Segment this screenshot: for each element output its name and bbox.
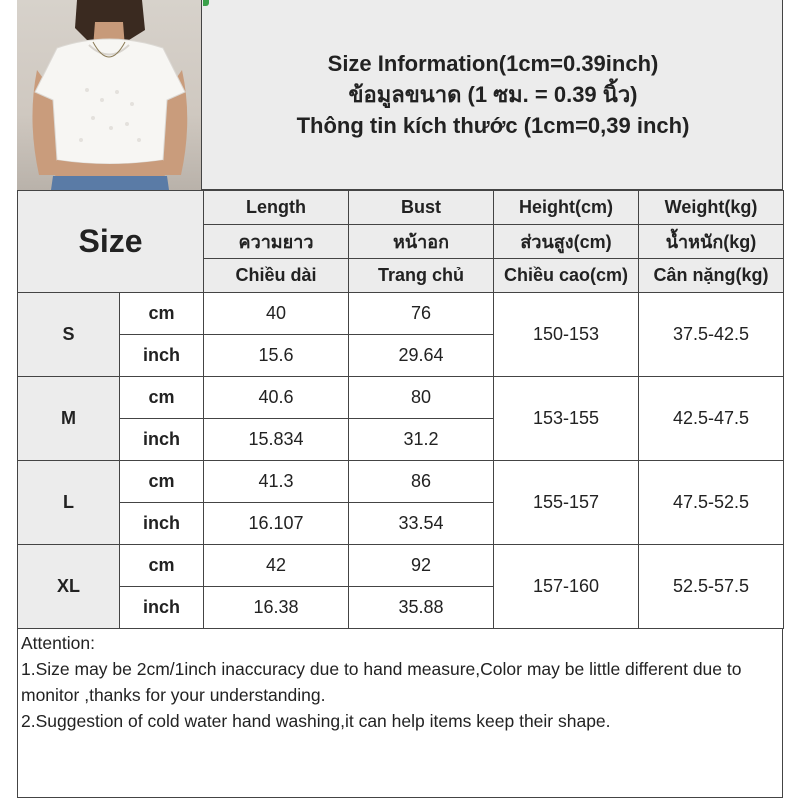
header-title-english: Size Information(1cm=0.39inch)	[327, 51, 659, 76]
bust-cm-m: 80	[349, 377, 494, 419]
length-cm-s: 40	[204, 293, 349, 335]
column-header-bust-en: Bust	[349, 191, 494, 225]
unit-cm: cm	[120, 545, 204, 587]
length-cm-l: 41.3	[204, 461, 349, 503]
column-header-bust-vi: Trang chủ	[349, 259, 494, 293]
height-m: 153-155	[494, 377, 639, 461]
column-header-length-en: Length	[204, 191, 349, 225]
weight-m: 42.5-47.5	[639, 377, 784, 461]
size-cell-xl: XL	[18, 545, 120, 629]
height-xl: 157-160	[494, 545, 639, 629]
weight-xl: 52.5-57.5	[639, 545, 784, 629]
size-header: Size	[18, 191, 204, 293]
size-chart-table	[17, 190, 784, 629]
column-header-weight-en: Weight(kg)	[639, 191, 784, 225]
notes-line-1: 1.Size may be 2cm/1inch inaccuracy due to hand measure,Color may be little different due to monitor ,thanks for your understanding.	[21, 659, 742, 705]
bust-inch-m: 31.2	[349, 419, 494, 461]
unit-cm: cm	[120, 377, 204, 419]
size-cell-s: S	[18, 293, 120, 377]
length-inch-m: 15.834	[204, 419, 349, 461]
bust-inch-s: 29.64	[349, 335, 494, 377]
attention-notes	[17, 628, 783, 798]
bust-cm-xl: 92	[349, 545, 494, 587]
column-header-height-vi: Chiều cao(cm)	[494, 259, 639, 293]
column-header-length-vi: Chiều dài	[204, 259, 349, 293]
column-header-weight-th: น้ำหนัก(kg)	[639, 225, 784, 259]
weight-s: 37.5-42.5	[639, 293, 784, 377]
weight-l: 47.5-52.5	[639, 461, 784, 545]
header-title-vietnamese: Thông tin kích thước (1cm=0,39 inch)	[296, 113, 690, 138]
product-photo	[17, 0, 202, 190]
size-cell-l: L	[18, 461, 120, 545]
bust-inch-xl: 35.88	[349, 587, 494, 629]
size-cell-m: M	[18, 377, 120, 461]
notes-line-2: 2.Suggestion of cold water hand washing,it can help items keep their shape.	[21, 711, 611, 731]
column-header-bust-th: หน้าอก	[349, 225, 494, 259]
height-s: 150-153	[494, 293, 639, 377]
bust-cm-l: 86	[349, 461, 494, 503]
unit-inch: inch	[120, 419, 204, 461]
column-header-weight-vi: Cân nặng(kg)	[639, 259, 784, 293]
header-title-block	[203, 48, 783, 141]
unit-inch: inch	[120, 335, 204, 377]
header-title-thai: ข้อมูลขนาด (1 ซม. = 0.39 นิ้ว)	[348, 82, 638, 107]
unit-inch: inch	[120, 503, 204, 545]
unit-inch: inch	[120, 587, 204, 629]
model-wearing-white-top-image	[17, 0, 202, 190]
unit-cm: cm	[120, 461, 204, 503]
length-inch-s: 15.6	[204, 335, 349, 377]
column-header-height-th: ส่วนสูง(cm)	[494, 225, 639, 259]
corner-marker	[203, 0, 209, 6]
column-header-height-en: Height(cm)	[494, 191, 639, 225]
length-cm-m: 40.6	[204, 377, 349, 419]
unit-cm: cm	[120, 293, 204, 335]
bust-cm-s: 76	[349, 293, 494, 335]
length-inch-xl: 16.38	[204, 587, 349, 629]
length-inch-l: 16.107	[204, 503, 349, 545]
height-l: 155-157	[494, 461, 639, 545]
length-cm-xl: 42	[204, 545, 349, 587]
notes-heading: Attention:	[21, 633, 95, 653]
bust-inch-l: 33.54	[349, 503, 494, 545]
column-header-length-th: ความยาว	[204, 225, 349, 259]
